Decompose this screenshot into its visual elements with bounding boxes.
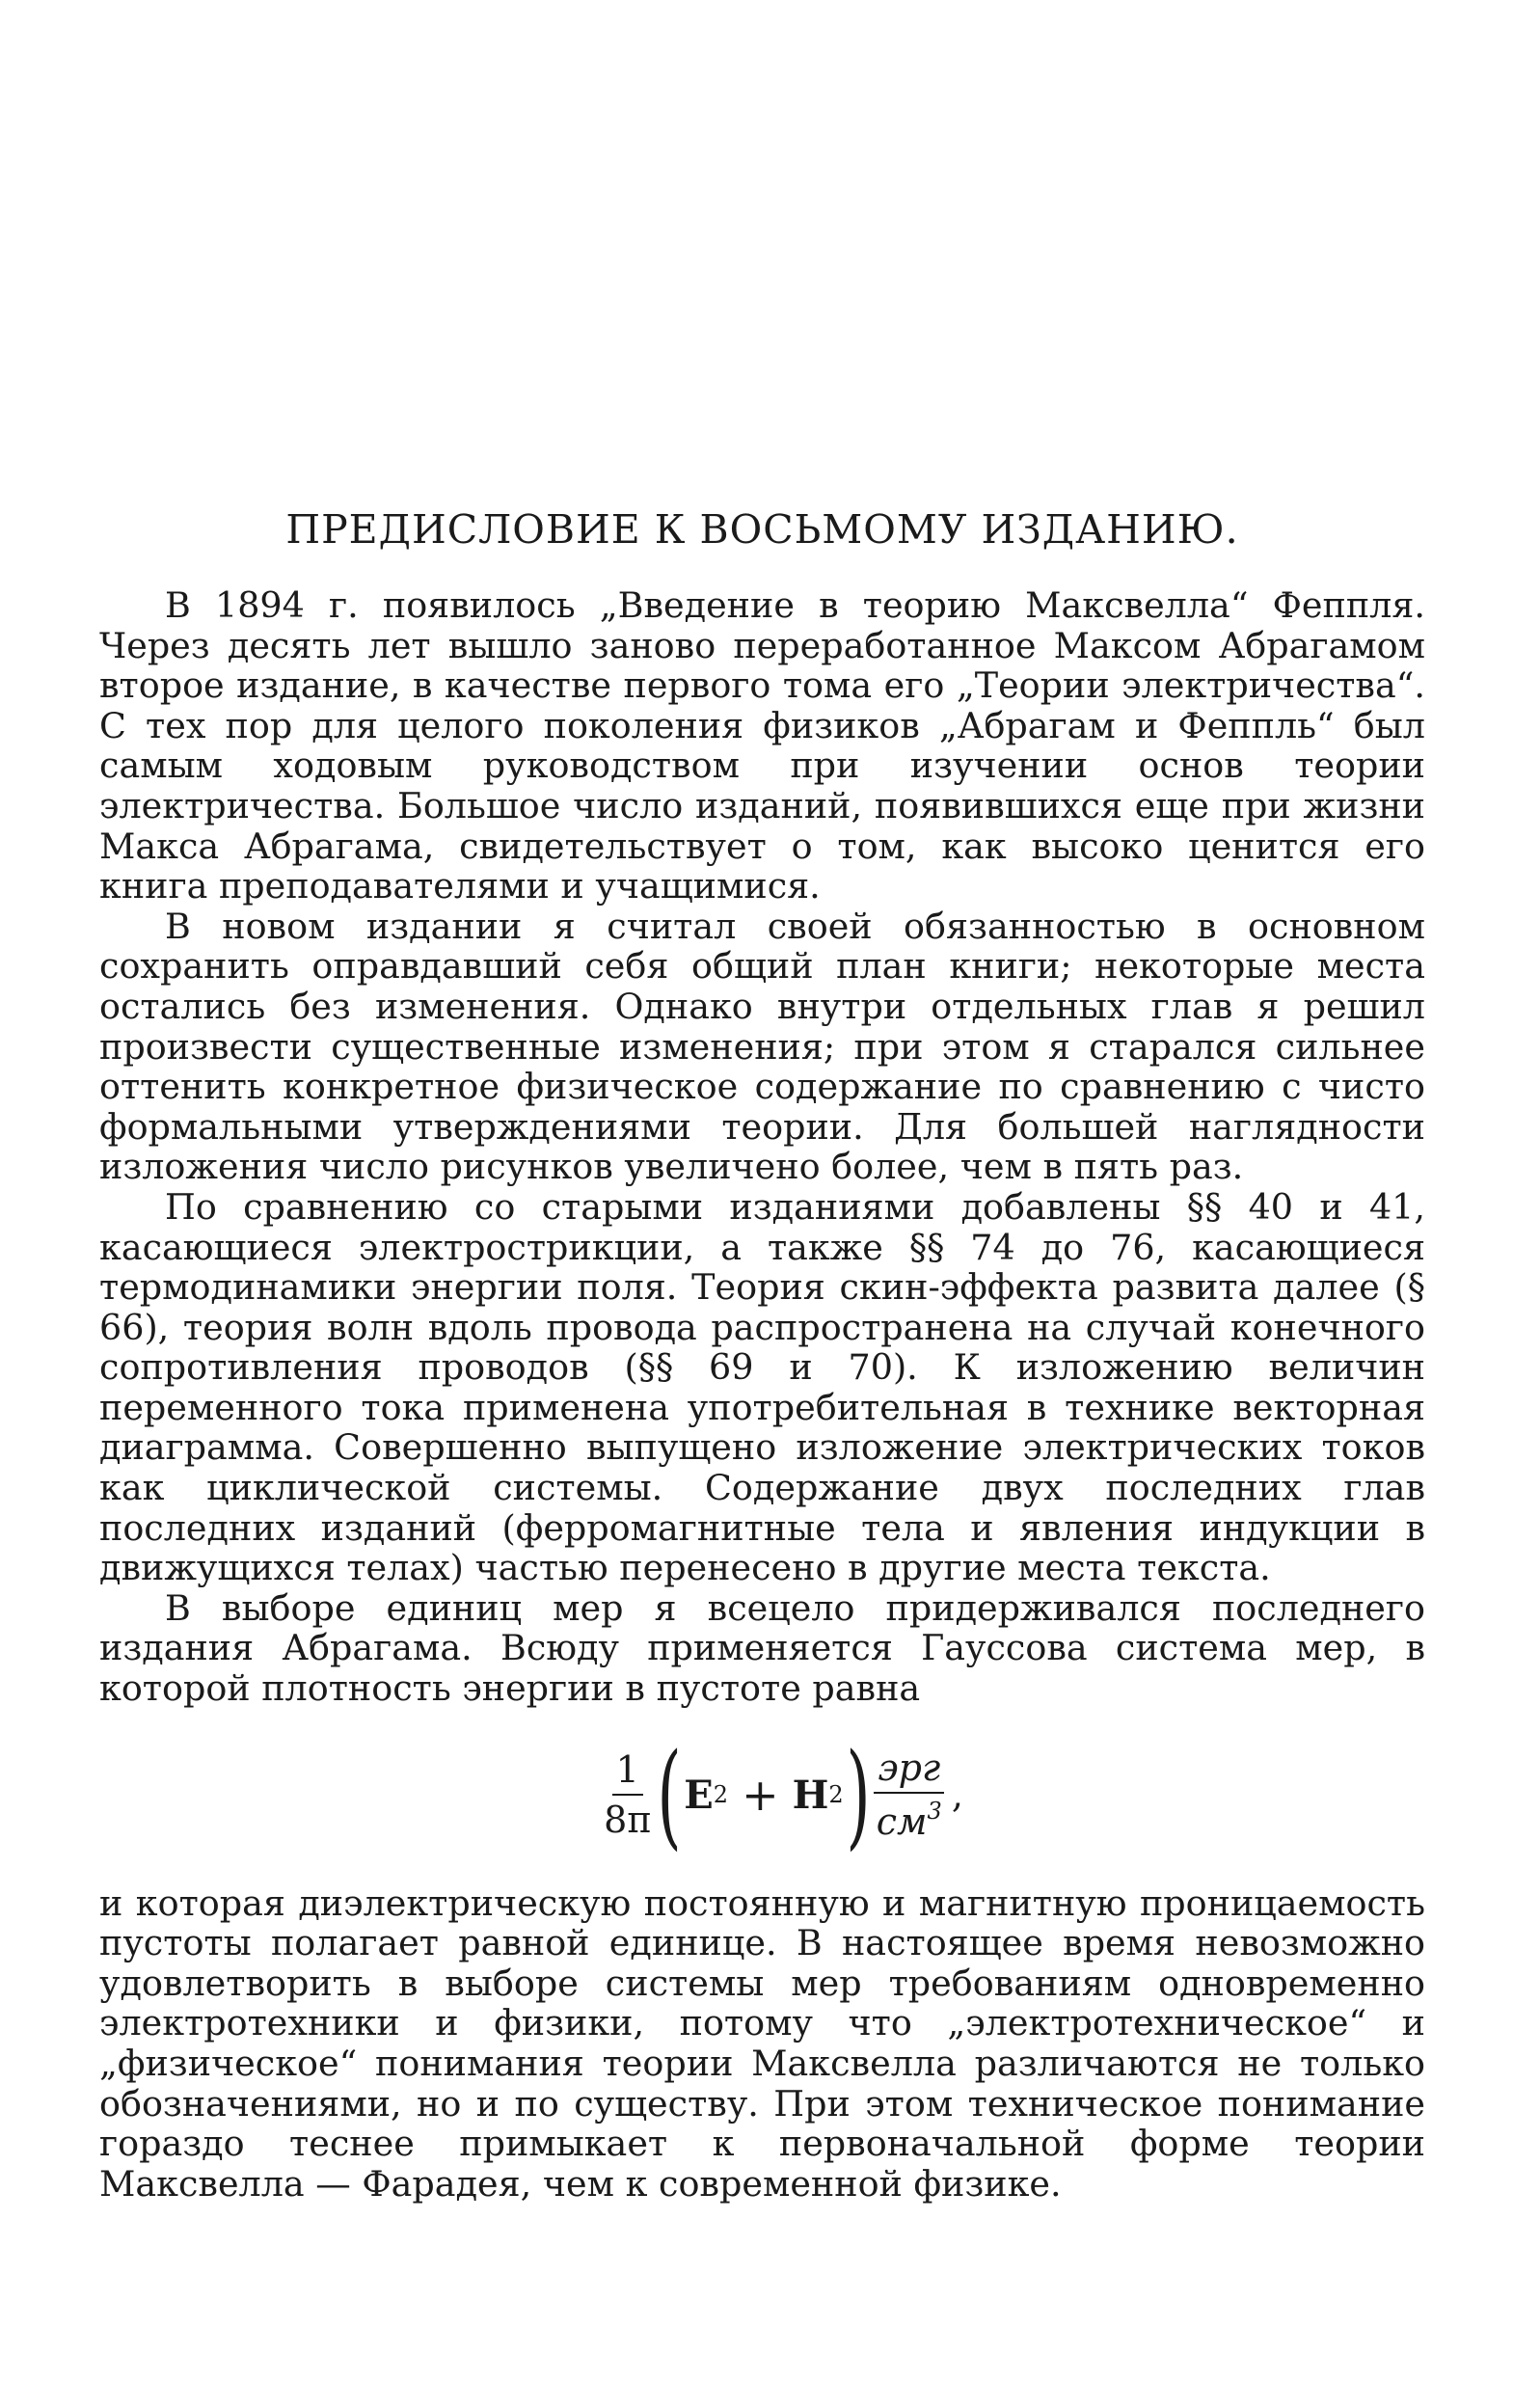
unit-denominator-wrap: [873, 1794, 946, 1844]
energy-density-formula: [99, 1720, 1425, 1870]
plus-sign: +: [742, 1769, 779, 1822]
magnetic-field-exponent: 2: [828, 1781, 844, 1809]
unit-denominator: см: [876, 1800, 928, 1844]
unit-denominator-exponent: 3: [927, 1798, 942, 1826]
closing-paragraph: и которая диэлектрическую постоянную и магнитную проницаемость пустоты полагает равной единице. В настоящее время невозможно удовлетворить в выборе системы мер требованиям одновременно электротехники и физики, потому что „электротехническое“ и „физическое“ понимания теории Максвелла различаются не только обозначениями, но и по существу. При этом техническое понимание гораздо теснее примыкает к первоначальной форме теории Максвелла — Фарадея, чем к современной физике.: [99, 1881, 1425, 2205]
coefficient-fraction: [600, 1748, 655, 1842]
paragraph-2: В новом издании я считал своей обязанностью в основном сохранить оправдавший себя общий план книги; некоторые места остались без изменения. Однако внутри отдельных глав я решил произвести существенные изменения; при этом я старался сильнее оттенить конкретное физическое содержание по сравнению с чисто формальными утверждениями теории. Для большей наглядности изложения число рисунков увеличено более, чем в пять раз.: [99, 905, 1425, 1188]
electric-field-symbol: E: [684, 1772, 714, 1818]
paragraph-1: В 1894 г. появилось „Введение в теорию Максвелла“ Феппля. Через десять лет вышло заново переработанное Максом Абрагамом второе издание, в качестве первого тома его „Теории электричества“. С тех пор для целого поколения физиков „Абрагам и Феппль“ был самым ходовым руководством при изучении основ теории электричества. Большое число изданий, появившихся еще при жизни Макса Абрагама, свидетельствует о том, как высоко ценится его книга преподавателями и учащимися.: [99, 584, 1425, 907]
page-title: ПРЕДИСЛОВИЕ К ВОСЬМОМУ ИЗДАНИЮ.: [285, 506, 1239, 553]
right-parenthesis: ): [846, 1728, 871, 1862]
unit-fraction: [873, 1746, 946, 1844]
fraction-denominator: 8π: [604, 1799, 652, 1842]
magnetic-field-symbol: H: [792, 1772, 829, 1818]
left-parenthesis: (: [657, 1728, 682, 1862]
formula-trailing-comma: ,: [951, 1773, 963, 1817]
electric-field-exponent: 2: [713, 1781, 729, 1809]
fraction-numerator: 1: [612, 1751, 643, 1796]
page: [99, 506, 1425, 2204]
paragraph-3: По сравнению со старыми изданиями добавлены §§ 40 и 41, касающиеся электрострикции, а также §§ 74 до 76, касающиеся термодинамики энергии поля. Теория скин-эффекта развита далее (§ 66), теория волн вдоль провода распространена на случай конечного сопротивления проводов (§§ 69 и 70). К изложению величин переменного тока применена употребительная в технике векторная диаграмма. Совершенно выпущено изложение электрических токов как циклической системы. Содержание двух последних глав последних изданий (ферромагнитные тела и явления индукции в движущихся телах) частью перенесено в другие места текста.: [99, 1185, 1425, 1589]
paragraph-4: В выборе единиц мер я всецело придерживался последнего издания Абрагама. Всюду применяется Гауссова система мер, в которой плотность энергии в пустоте равна: [99, 1586, 1425, 1710]
unit-numerator: эрг: [874, 1749, 944, 1794]
